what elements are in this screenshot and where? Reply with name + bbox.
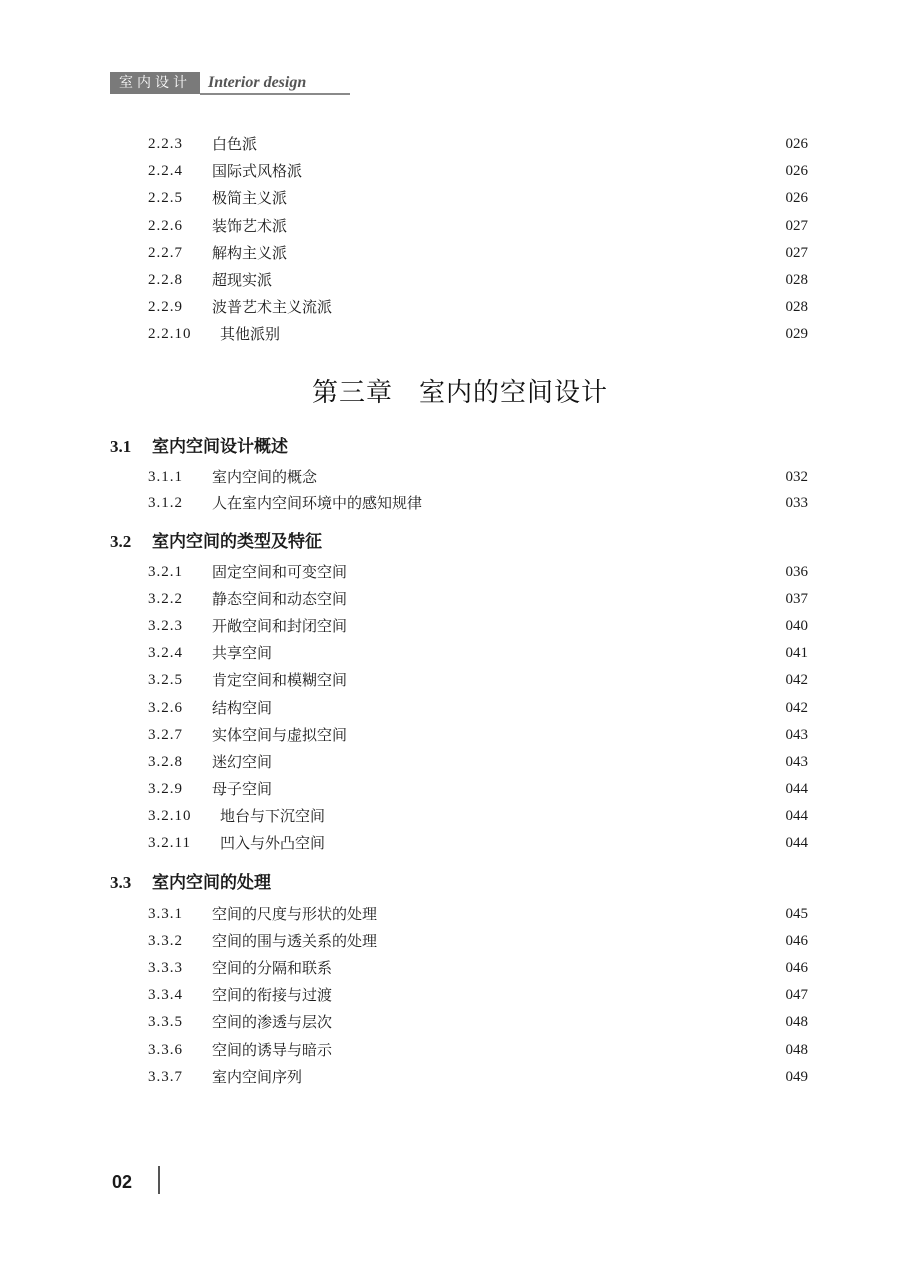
toc-entry-page: 033: [785, 494, 808, 511]
toc-entry-page: 046: [785, 960, 808, 977]
dot-leader: [323, 466, 772, 488]
page-number: 02: [112, 1172, 133, 1192]
dot-leader: [331, 832, 772, 854]
toc-entry-page: 042: [785, 672, 808, 689]
dot-leader: [308, 160, 772, 182]
toc-entry-number: 2.2.3: [148, 136, 183, 152]
toc-entry[interactable]: [148, 669, 808, 691]
toc-entry-number: 3.3.2: [148, 933, 183, 950]
toc-entry-number: 3.2.5: [148, 672, 183, 689]
toc-entry[interactable]: [148, 778, 808, 800]
toc-entry[interactable]: [148, 903, 808, 925]
toc-entry[interactable]: [148, 832, 808, 854]
dot-leader: [383, 903, 772, 925]
toc-entry-page: 048: [785, 1014, 808, 1031]
section-number: 3.1: [110, 437, 132, 456]
toc-entry-page: 049: [785, 1068, 808, 1085]
section-title: 室内空间设计概述: [152, 437, 288, 457]
dot-leader: [353, 615, 772, 637]
toc-entry-page: 027: [785, 244, 808, 261]
toc-entry-page: 044: [785, 807, 808, 824]
dot-leader: [263, 133, 772, 155]
running-head-rule: [200, 93, 350, 95]
toc-entry-title: 空间的分隔和联系: [212, 959, 333, 978]
toc-entry[interactable]: [148, 984, 808, 1006]
section-title: 室内空间的处理: [152, 873, 271, 893]
toc-entry-number: 2.2.4: [148, 163, 183, 180]
toc-entry-number: 3.2.1: [148, 564, 183, 580]
toc-entry-title: 静态空间和动态空间: [212, 590, 348, 609]
dot-leader: [278, 269, 772, 291]
toc-entry-number: 3.3.6: [148, 1041, 183, 1058]
toc-entry-number: 3.2.8: [148, 753, 183, 770]
toc-entry[interactable]: [148, 724, 808, 746]
toc-entry-title: 解构主义派: [212, 243, 288, 262]
chapter-label: 第三章: [311, 378, 393, 408]
toc-entry-page: 044: [785, 780, 808, 797]
toc-entry-number: 3.3.3: [148, 960, 183, 977]
page-number-divider: [158, 1166, 160, 1194]
toc-entry-title: 白色派: [212, 135, 258, 153]
toc-entry-page: 026: [785, 190, 808, 207]
toc-entry-title: 地台与下沉空间: [220, 806, 326, 825]
toc-entry-title: 室内空间的概念: [212, 468, 318, 486]
toc-entry-title: 室内空间序列: [212, 1067, 303, 1086]
toc-entry-title: 装饰艺术派: [212, 216, 288, 235]
toc-entry[interactable]: [148, 697, 808, 719]
toc-entry-number: 2.2.6: [148, 217, 183, 234]
section-number: 3.3: [110, 873, 132, 892]
toc-entry-number: 3.1.2: [148, 494, 183, 511]
toc-entry[interactable]: [148, 615, 808, 637]
toc-entry-title: 凹入与外凸空间: [220, 834, 326, 852]
toc-entry-title: 共享空间: [212, 644, 273, 663]
toc-entry-page: 041: [785, 645, 808, 662]
dot-leader: [293, 215, 772, 237]
dot-leader: [338, 1039, 772, 1061]
toc-entry[interactable]: [148, 492, 808, 514]
toc-entry[interactable]: [148, 215, 808, 237]
toc-entry[interactable]: [148, 930, 808, 952]
toc-entry-title: 固定空间和可变空间: [212, 563, 348, 581]
toc-entry-title: 空间的诱导与暗示: [212, 1040, 333, 1059]
toc-entry[interactable]: [148, 805, 808, 827]
dot-leader: [353, 724, 772, 746]
toc-entry[interactable]: [148, 466, 808, 488]
toc-entry-title: 空间的围与透关系的处理: [212, 932, 378, 951]
dot-leader: [278, 778, 772, 800]
toc-entry-page: 036: [785, 564, 808, 580]
toc-entry-number: 3.1.1: [148, 469, 183, 485]
toc-entry-title: 超现实派: [212, 271, 273, 289]
toc-entry-title: 肯定空间和模糊空间: [212, 671, 348, 690]
dot-leader: [338, 957, 772, 979]
toc-entry-title: 结构空间: [212, 698, 273, 717]
running-head-chinese: 室内设计: [110, 72, 200, 94]
toc-entry-number: 2.2.10: [148, 326, 192, 343]
toc-entry-page: 028: [785, 299, 808, 316]
toc-entry[interactable]: [148, 561, 808, 583]
toc-entry-page: 043: [785, 726, 808, 743]
toc-entry-number: 2.2.5: [148, 190, 183, 207]
section-heading[interactable]: [110, 435, 288, 459]
toc-entry[interactable]: [148, 160, 808, 182]
toc-entry-page: 028: [785, 272, 808, 288]
toc-entry-page: 032: [785, 469, 808, 485]
toc-entry-title: 空间的渗透与层次: [212, 1013, 333, 1032]
toc-entry[interactable]: [148, 1011, 808, 1033]
chapter-title: 室内的空间设计: [419, 378, 609, 408]
toc-entry-number: 2.2.8: [148, 272, 183, 288]
dot-leader: [331, 805, 772, 827]
dot-leader: [353, 669, 772, 691]
toc-entry[interactable]: [148, 187, 808, 209]
toc-entry[interactable]: [148, 642, 808, 664]
toc-entry-title: 空间的衔接与过渡: [212, 986, 333, 1005]
running-head: [110, 72, 350, 94]
toc-entry-title: 极简主义派: [212, 189, 288, 208]
toc-entry-number: 3.3.4: [148, 987, 183, 1004]
toc-entry-number: 3.3.5: [148, 1014, 183, 1031]
toc-entry[interactable]: [148, 957, 808, 979]
toc-entry-page: 029: [785, 326, 808, 343]
toc-entry-page: 047: [785, 987, 808, 1004]
dot-leader: [353, 561, 772, 583]
toc-entry[interactable]: [148, 1039, 808, 1061]
dot-leader: [293, 187, 772, 209]
toc-entry-title: 波普艺术主义流派: [212, 298, 333, 317]
dot-leader: [293, 242, 772, 264]
toc-entry-page: 043: [785, 753, 808, 770]
toc-entry-title: 其他派别: [220, 325, 281, 344]
toc-entry-page: 048: [785, 1041, 808, 1058]
toc-entry-number: 3.2.3: [148, 618, 183, 635]
toc-entry-number: 2.2.9: [148, 299, 183, 316]
dot-leader: [278, 642, 772, 664]
dot-leader: [338, 984, 772, 1006]
toc-entry-number: 3.3.1: [148, 906, 183, 922]
toc-entry-page: 026: [785, 136, 808, 152]
toc-entry-page: 026: [785, 163, 808, 180]
toc-entry-title: 迷幻空间: [212, 752, 273, 771]
toc-entry-title: 母子空间: [212, 779, 273, 798]
toc-entry-number: 3.2.7: [148, 726, 183, 743]
section-number: 3.2: [110, 532, 132, 551]
dot-leader: [338, 296, 772, 318]
toc-entry-number: 3.2.4: [148, 645, 183, 662]
toc-entry-title: 实体空间与虚拟空间: [212, 725, 348, 744]
toc-entry-number: 3.2.10: [148, 807, 192, 824]
toc-entry[interactable]: [148, 242, 808, 264]
toc-entry[interactable]: [148, 296, 808, 318]
dot-leader: [338, 1011, 772, 1033]
toc-entry-page: 045: [785, 906, 808, 922]
toc-entry-page: 040: [785, 618, 808, 635]
toc-entry[interactable]: [148, 133, 808, 155]
toc-entry-number: 3.2.9: [148, 780, 183, 797]
toc-entry-number: 3.2.6: [148, 699, 183, 716]
toc-entry-number: 3.2.2: [148, 591, 183, 608]
toc-entry-title: 人在室内空间环境中的感知规律: [212, 493, 423, 512]
dot-leader: [278, 751, 772, 773]
toc-entry-number: 3.2.11: [148, 835, 191, 851]
toc-entry-title: 开敞空间和封闭空间: [212, 617, 348, 636]
dot-leader: [286, 323, 772, 345]
section-title: 室内空间的类型及特征: [152, 532, 322, 552]
toc-entry-number: 3.3.7: [148, 1068, 183, 1085]
toc-entry-page: 027: [785, 217, 808, 234]
dot-leader: [278, 697, 772, 719]
toc-entry-title: 国际式风格派: [212, 162, 303, 181]
chapter-heading: [0, 372, 920, 409]
dot-leader: [353, 588, 772, 610]
toc-entry[interactable]: [148, 269, 808, 291]
dot-leader: [428, 492, 772, 514]
section-heading[interactable]: [110, 871, 271, 895]
toc-entry[interactable]: [148, 751, 808, 773]
toc-entry-title: 空间的尺度与形状的处理: [212, 905, 378, 923]
toc-entry-page: 037: [785, 591, 808, 608]
section-heading[interactable]: [110, 530, 322, 554]
toc-entry-page: 042: [785, 699, 808, 716]
toc-entry-number: 2.2.7: [148, 244, 183, 261]
toc-entry-page: 044: [785, 835, 808, 851]
toc-entry[interactable]: [148, 1066, 808, 1088]
running-head-english: Interior design: [208, 74, 307, 91]
dot-leader: [383, 930, 772, 952]
toc-entry[interactable]: [148, 323, 808, 345]
toc-entry[interactable]: [148, 588, 808, 610]
toc-entry-page: 046: [785, 933, 808, 950]
dot-leader: [308, 1066, 772, 1088]
